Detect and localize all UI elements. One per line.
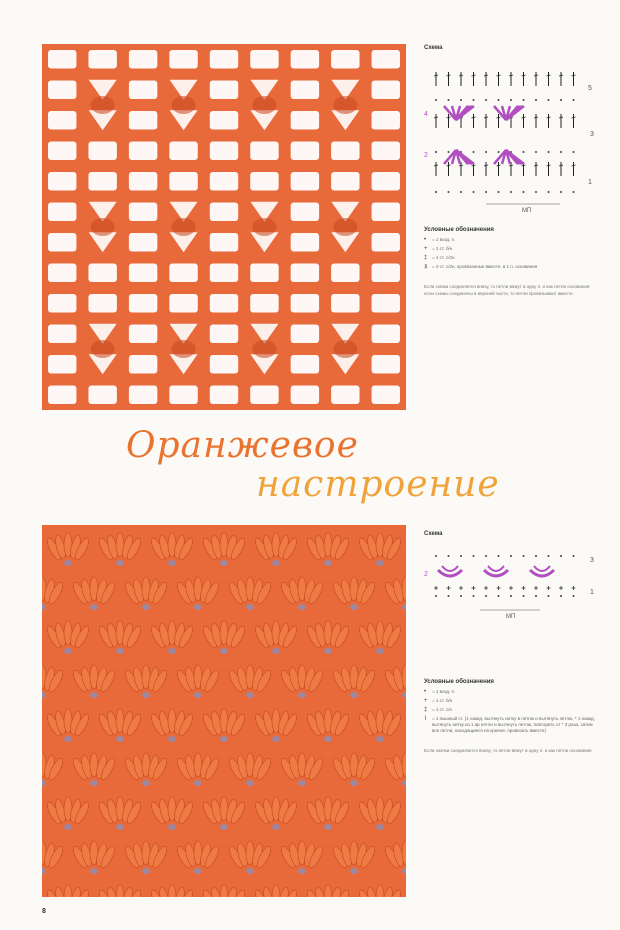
mesh-hole — [48, 294, 76, 313]
mesh-hole — [298, 780, 306, 786]
pattern1-legend-text: = 1 возд. п. — [432, 237, 456, 242]
mesh-hole — [90, 868, 98, 874]
chain-stitch-mark — [573, 555, 575, 557]
single-crochet-icon: + — [424, 698, 428, 704]
treble-crochet-mark — [459, 165, 463, 166]
mesh-hole — [64, 648, 72, 654]
treble-crochet-mark — [434, 117, 438, 118]
mesh-hole — [129, 294, 157, 313]
chain-stitch-mark — [485, 151, 487, 153]
treble-crochet-mark — [434, 165, 438, 166]
mesh-hole — [48, 50, 76, 69]
mesh-hole — [372, 325, 400, 344]
chain-stitch-mark — [473, 99, 475, 101]
mesh-hole — [129, 325, 157, 344]
mesh-hole — [324, 560, 332, 566]
mesh-hole — [350, 868, 358, 874]
chain-stitch-mark — [448, 151, 450, 153]
chain-stitch-mark — [523, 99, 525, 101]
mesh-hole — [210, 325, 238, 344]
mesh-hole — [129, 50, 157, 69]
mesh-hole — [291, 294, 319, 313]
pattern2-legend-text: = 1 пышный ст. (1 накид, вытянуть нитку в петлю и вытянуть петлю, * 1 накид, вытянуть нитку из 1 ар петли и вытянуть петлю, повторить от * 3 раза, затем все петли, находящиеся на крючке, провязать вместе) — [432, 716, 595, 733]
mesh-hole — [210, 142, 238, 161]
mesh-hole — [210, 233, 238, 252]
treble-crochet-mark — [547, 165, 551, 166]
mesh-hole — [350, 780, 358, 786]
chain-stitch-icon: • — [424, 237, 427, 243]
mesh-hole — [169, 50, 197, 69]
mesh-hole — [210, 386, 238, 405]
mesh-hole — [291, 264, 319, 283]
treble-crochet-mark — [447, 117, 451, 118]
mesh-hole — [291, 172, 319, 191]
mesh-hole — [142, 780, 150, 786]
chain-stitch-mark — [548, 191, 550, 193]
pattern2-chart-symbols — [434, 555, 576, 610]
mesh-hole — [142, 692, 150, 698]
chain-stitch-mark — [498, 151, 500, 153]
mesh-hole — [246, 868, 254, 874]
pattern2-row-number-right-3: 3 — [590, 557, 594, 564]
treble-crochet-mark — [447, 75, 451, 76]
chain-stitch-mark — [498, 555, 500, 557]
mesh-hole — [142, 604, 150, 610]
mesh-hole — [291, 142, 319, 161]
mesh-hole — [88, 142, 116, 161]
mesh-hole — [372, 111, 400, 130]
mesh-hole — [298, 868, 306, 874]
mesh-hole — [90, 780, 98, 786]
mesh-hole — [372, 203, 400, 222]
treble-crochet-mark — [534, 117, 538, 118]
chain-stitch-mark — [523, 191, 525, 193]
pattern1-repeat-label: МП — [522, 208, 532, 214]
page-title-line1: Оранжевое — [126, 425, 359, 466]
mesh-hole — [250, 386, 278, 405]
chain-stitch-mark — [473, 151, 475, 153]
pattern1-row-number-left-4: 4 — [424, 111, 428, 118]
mesh-hole — [194, 868, 202, 874]
pattern1-legend-text: = 1 ст. с/2н — [432, 255, 455, 260]
chain-stitch-mark — [498, 99, 500, 101]
chain-stitch-mark — [560, 595, 562, 597]
mesh-hole — [210, 294, 238, 313]
mesh-hole — [88, 294, 116, 313]
pattern1-row-number-right-1: 1 — [588, 179, 592, 186]
mesh-hole — [64, 824, 72, 830]
mesh-hole — [48, 325, 76, 344]
chain-stitch-mark — [473, 191, 475, 193]
mesh-hole — [129, 172, 157, 191]
pattern2-legend-text: = 1 возд. п. — [432, 689, 456, 694]
mesh-hole — [246, 604, 254, 610]
mesh-hole — [372, 264, 400, 283]
chain-stitch-mark — [435, 555, 437, 557]
cluster-stitch — [252, 218, 276, 236]
cluster-stitch-icon: ⫫ — [424, 264, 428, 270]
treble-crochet-mark — [547, 75, 551, 76]
mesh-hole — [250, 264, 278, 283]
chain-stitch-mark — [460, 595, 462, 597]
mesh-hole — [372, 142, 400, 161]
treble-crochet-mark — [534, 75, 538, 76]
mesh-hole — [88, 264, 116, 283]
mesh-hole — [291, 325, 319, 344]
mesh-hole — [168, 736, 176, 742]
mesh-hole — [272, 824, 280, 830]
chain-stitch-icon: • — [424, 689, 427, 695]
mesh-hole — [372, 81, 400, 100]
mesh-hole — [48, 264, 76, 283]
mesh-hole — [331, 172, 359, 191]
mesh-hole — [220, 824, 228, 830]
mesh-hole — [48, 355, 76, 374]
pattern1-legend-item — [424, 264, 600, 270]
pattern1-note: Если схема соединяется внизу, то петли вяжут в одну п. и как петли основания; если схемы соединены в верхней части, то петли провязывают вместе. — [424, 284, 591, 296]
mesh-hole — [90, 692, 98, 698]
pattern2-legend-text: = 1 ст. б/н — [432, 698, 453, 703]
treble-crochet-mark — [459, 75, 463, 76]
mesh-hole — [169, 386, 197, 405]
chain-stitch-mark — [548, 555, 550, 557]
mesh-hole — [324, 824, 332, 830]
mesh-hole — [246, 692, 254, 698]
chain-stitch-mark — [573, 595, 575, 597]
cluster-stitch — [252, 96, 276, 114]
pattern2-legend-item — [424, 716, 600, 734]
mesh-hole — [220, 560, 228, 566]
swatch-photo-mesh — [42, 44, 406, 410]
mesh-hole — [64, 560, 72, 566]
mesh-hole — [331, 50, 359, 69]
mesh-hole — [210, 111, 238, 130]
cluster-stitch — [91, 340, 115, 358]
treble-crochet-mark — [497, 75, 501, 76]
mesh-hole — [168, 824, 176, 830]
chain-stitch-mark — [548, 151, 550, 153]
cluster-stitch — [172, 218, 196, 236]
treble-crochet-mark — [509, 165, 513, 166]
pattern2-panel — [420, 530, 600, 755]
double-crochet-icon: ‡ — [424, 707, 428, 713]
pattern1-legend-text: = 2 ст. с/2н, провязанные вместе, в 1 п. основания — [432, 264, 538, 269]
mesh-hole — [372, 355, 400, 374]
mesh-hole — [142, 868, 150, 874]
mesh-hole — [250, 142, 278, 161]
treble-crochet-mark — [522, 165, 526, 166]
mesh-hole — [129, 264, 157, 283]
mesh-hole — [350, 692, 358, 698]
mesh-hole — [194, 604, 202, 610]
chain-stitch-mark — [535, 191, 537, 193]
chain-stitch-mark — [485, 595, 487, 597]
pattern1-chart — [420, 56, 600, 216]
swatch-photo-puff — [42, 525, 406, 897]
pattern2-row-number-left-2: 2 — [424, 571, 428, 578]
treble-crochet-mark — [484, 117, 488, 118]
chain-stitch-mark — [573, 151, 575, 153]
pattern1-panel — [420, 44, 600, 297]
chain-stitch-mark — [535, 99, 537, 101]
mesh-hole — [210, 264, 238, 283]
chain-stitch-mark — [473, 595, 475, 597]
mesh-hole — [372, 50, 400, 69]
mesh-hole — [331, 264, 359, 283]
mesh-hole — [272, 736, 280, 742]
pattern2-chart — [420, 542, 600, 622]
chain-stitch-mark — [548, 595, 550, 597]
pattern2-repeat-label: МП — [506, 614, 516, 620]
pattern1-chart-label: Схема — [424, 45, 443, 51]
mesh-hole — [291, 111, 319, 130]
chain-stitch-mark — [560, 99, 562, 101]
mesh-hole — [272, 560, 280, 566]
mesh-hole — [298, 692, 306, 698]
mesh-hole — [372, 294, 400, 313]
pattern1-legend-item — [424, 246, 600, 252]
treble-crochet-mark — [497, 117, 501, 118]
mesh-hole — [90, 604, 98, 610]
mesh-hole — [376, 824, 384, 830]
chain-stitch-mark — [498, 191, 500, 193]
cluster-stitch — [333, 96, 357, 114]
mesh-hole — [291, 233, 319, 252]
chain-stitch-mark — [460, 99, 462, 101]
chain-stitch-mark — [435, 151, 437, 153]
mesh-hole — [168, 560, 176, 566]
treble-crochet-mark — [472, 165, 476, 166]
treble-crochet-mark — [572, 75, 576, 76]
mesh-hole — [272, 648, 280, 654]
pattern1-row-number-right-3: 3 — [590, 131, 594, 138]
mesh-hole — [116, 648, 124, 654]
cluster-stitch — [333, 340, 357, 358]
mesh-hole — [376, 560, 384, 566]
cluster-stitch — [172, 96, 196, 114]
chain-stitch-mark — [560, 191, 562, 193]
cluster-stitch — [252, 340, 276, 358]
mesh-hole — [48, 386, 76, 405]
mesh-hole — [129, 355, 157, 374]
treble-crochet-mark — [472, 117, 476, 118]
mesh-hole — [372, 386, 400, 405]
puff-stitch-icon: ⌇ — [424, 716, 427, 722]
mesh-hole — [129, 233, 157, 252]
mesh-hole — [194, 692, 202, 698]
cluster-stitch — [91, 218, 115, 236]
chain-stitch-mark — [573, 191, 575, 193]
chain-stitch-mark — [498, 595, 500, 597]
mesh-hole — [48, 233, 76, 252]
mesh-hole — [210, 203, 238, 222]
mesh-hole — [324, 648, 332, 654]
mesh-hole — [129, 386, 157, 405]
mesh-hole — [194, 780, 202, 786]
pattern1-legend-item — [424, 255, 600, 261]
mesh-hole — [291, 50, 319, 69]
mesh-hole — [48, 142, 76, 161]
mesh-hole — [291, 203, 319, 222]
mesh-hole — [331, 386, 359, 405]
mesh-hole — [116, 560, 124, 566]
chain-stitch-mark — [523, 555, 525, 557]
mesh-hole — [291, 386, 319, 405]
mesh-hole — [48, 203, 76, 222]
chain-stitch-mark — [460, 555, 462, 557]
treble-crochet-mark — [559, 165, 563, 166]
mesh-hole — [220, 648, 228, 654]
pattern2-row-number-right-1: 1 — [590, 589, 594, 596]
mesh-hole — [64, 736, 72, 742]
mesh-hole — [168, 648, 176, 654]
chain-stitch-mark — [535, 595, 537, 597]
chain-stitch-mark — [435, 595, 437, 597]
cluster-stitch — [91, 96, 115, 114]
mesh-hole — [129, 81, 157, 100]
treble-crochet-mark — [522, 117, 526, 118]
treble-crochet-mark — [522, 75, 526, 76]
mesh-hole — [210, 81, 238, 100]
mesh-hole — [116, 736, 124, 742]
pattern2-legend-item — [424, 707, 600, 713]
chain-stitch-mark — [460, 191, 462, 193]
pattern2-chart-label: Схема — [424, 531, 443, 537]
mesh-hole — [210, 355, 238, 374]
page-number: 8 — [42, 908, 46, 915]
mesh-hole — [129, 142, 157, 161]
mesh-hole — [48, 172, 76, 191]
chain-stitch-mark — [523, 151, 525, 153]
treble-crochet-mark — [484, 75, 488, 76]
mesh-hole — [88, 386, 116, 405]
treble-crochet-mark — [497, 165, 501, 166]
pattern2-note: Если значки соединяются внизу, то петли вяжут в одну п. и как петли основания. — [424, 748, 593, 753]
cluster-stitch — [172, 340, 196, 358]
chain-stitch-mark — [548, 99, 550, 101]
chain-stitch-mark — [448, 99, 450, 101]
chain-stitch-mark — [560, 555, 562, 557]
cluster-stitch — [333, 218, 357, 236]
mesh-hole — [331, 294, 359, 313]
treble-crochet-mark — [447, 165, 451, 166]
puff-stitch-mark — [534, 566, 550, 571]
mesh-hole — [331, 142, 359, 161]
chain-stitch-mark — [435, 99, 437, 101]
treble-crochet-mark — [509, 75, 513, 76]
chain-stitch-mark — [510, 191, 512, 193]
mesh-hole — [116, 824, 124, 830]
treble-crochet-mark — [572, 117, 576, 118]
pattern1-legend-title: Условные обозначения — [424, 227, 494, 233]
mesh-hole — [48, 81, 76, 100]
mesh-hole — [298, 604, 306, 610]
pattern1-chart-symbols — [434, 72, 576, 204]
treble-crochet-mark — [434, 75, 438, 76]
mesh-hole — [48, 111, 76, 130]
chain-stitch-mark — [485, 191, 487, 193]
chain-stitch-mark — [535, 555, 537, 557]
treble-crochet-icon: ‡ — [424, 255, 428, 261]
chain-stitch-mark — [573, 99, 575, 101]
mesh-hole — [324, 736, 332, 742]
mesh-hole — [129, 111, 157, 130]
pattern2-legend-title: Условные обозначения — [424, 679, 494, 685]
chain-stitch-mark — [448, 191, 450, 193]
mesh-hole — [169, 142, 197, 161]
single-crochet-icon: + — [424, 246, 428, 252]
chain-stitch-mark — [485, 99, 487, 101]
mesh-hole — [376, 648, 384, 654]
mesh-hole — [372, 233, 400, 252]
pattern2-legend-text: = 1 ст. с/н — [432, 707, 452, 712]
puff-stitch-mark — [488, 566, 504, 571]
mesh-hole — [246, 780, 254, 786]
puff-stitch-mark — [442, 566, 458, 571]
pattern2-legend-item — [424, 689, 600, 695]
treble-crochet-mark — [472, 75, 476, 76]
chain-stitch-mark — [473, 555, 475, 557]
chain-stitch-mark — [510, 99, 512, 101]
chain-stitch-mark — [485, 555, 487, 557]
treble-crochet-mark — [572, 165, 576, 166]
pattern1-legend-text: = 1 ст. б/н — [432, 246, 453, 251]
mesh-hole — [250, 172, 278, 191]
mesh-hole — [376, 736, 384, 742]
mesh-hole — [350, 604, 358, 610]
treble-crochet-mark — [559, 117, 563, 118]
chain-stitch-mark — [510, 595, 512, 597]
mesh-hole — [88, 172, 116, 191]
mesh-hole — [129, 203, 157, 222]
chain-stitch-mark — [435, 191, 437, 193]
mesh-hole — [291, 355, 319, 374]
mesh-hole — [169, 264, 197, 283]
mesh-hole — [210, 172, 238, 191]
treble-crochet-mark — [534, 165, 538, 166]
mesh-hole — [291, 81, 319, 100]
pattern2-legend-item — [424, 698, 600, 704]
treble-crochet-mark — [547, 117, 551, 118]
mesh-hole — [250, 294, 278, 313]
chain-stitch-mark — [560, 151, 562, 153]
pattern1-row-number-left-2: 2 — [424, 152, 428, 159]
chain-stitch-mark — [510, 555, 512, 557]
pattern1-row-number-right-5: 5 — [588, 85, 592, 92]
chain-stitch-mark — [448, 595, 450, 597]
treble-crochet-mark — [559, 75, 563, 76]
mesh-hole — [169, 294, 197, 313]
mesh-hole — [88, 50, 116, 69]
chain-stitch-mark — [535, 151, 537, 153]
treble-crochet-mark — [484, 165, 488, 166]
chain-stitch-mark — [523, 595, 525, 597]
mesh-hole — [169, 172, 197, 191]
page-title-line2: настроение — [256, 464, 500, 505]
mesh-hole — [210, 50, 238, 69]
mesh-hole — [372, 172, 400, 191]
pattern1-legend-item — [424, 237, 600, 243]
chain-stitch-mark — [448, 555, 450, 557]
mesh-hole — [220, 736, 228, 742]
mesh-hole — [250, 50, 278, 69]
